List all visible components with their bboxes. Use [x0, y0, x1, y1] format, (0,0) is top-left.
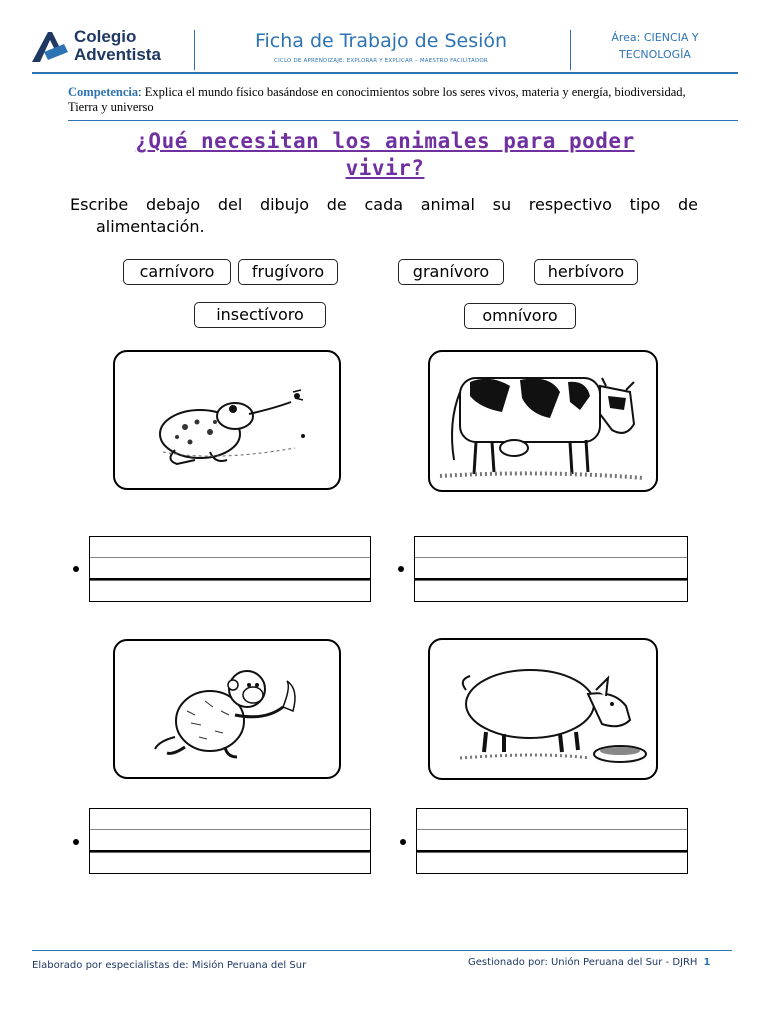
page-subtitle: CICLO DE APRENDIZAJE: EXPLORAR Y EXPLICAR – MAESTRO FACILITADOR — [274, 58, 488, 64]
answer-lines-monkey[interactable] — [89, 808, 371, 874]
cow-illustration — [430, 352, 656, 490]
area-value-2: TECNOLOGÍA — [619, 48, 691, 61]
bullet-4 — [400, 839, 406, 845]
footer-right-text: Gestionado por: Unión Peruana del Sur - DJRH — [468, 957, 698, 968]
instructions-line1: Escribe debajo del dibujo de cada animal su respectivo tipo de — [70, 195, 698, 214]
bullet-2 — [398, 566, 404, 572]
word-frugivoro: frugívoro — [238, 259, 338, 285]
word-omnivoro: omnívoro — [464, 303, 576, 329]
bullet-3 — [73, 839, 79, 845]
header-divider-right — [570, 30, 571, 70]
question-line1: ¿Qué necesitan los animales para poder — [135, 129, 635, 153]
footer-left-text: Elaborado por especialistas de: Misión Peruana del Sur — [32, 960, 307, 971]
bullet-1 — [73, 566, 79, 572]
school-name-line1: Colegio — [74, 27, 137, 46]
school-logo-icon — [30, 30, 70, 64]
footer-right — [468, 957, 710, 968]
area-value-1: CIENCIA Y — [643, 31, 699, 44]
page-title: Ficha de Trabajo de Sesión — [254, 30, 508, 52]
frog-illustration — [115, 352, 339, 488]
answer-lines-pig[interactable] — [416, 808, 688, 874]
answer-lines-cow[interactable] — [414, 536, 688, 602]
pig-frame — [428, 638, 658, 780]
monkey-illustration — [115, 641, 339, 777]
word-insectivoro: insectívoro — [194, 302, 326, 328]
school-name-line2: Adventista — [74, 45, 161, 64]
pig-illustration — [430, 640, 656, 778]
answer-lines-frog[interactable] — [89, 536, 371, 602]
word-herbivoro: herbívoro — [534, 259, 638, 285]
school-name — [74, 28, 161, 64]
word-carnivoro: carnívoro — [123, 259, 231, 285]
competencia-rule — [68, 120, 738, 121]
monkey-frame — [113, 639, 341, 779]
instructions-line2: alimentación. — [96, 217, 205, 236]
question-heading — [90, 128, 680, 182]
area-label: Área: — [611, 31, 641, 44]
question-line2: vivir? — [345, 156, 425, 180]
area-box — [580, 29, 730, 63]
page-number: 1 — [703, 957, 711, 968]
footer-rule — [32, 950, 732, 951]
competencia-label: Competencia — [68, 85, 139, 99]
competencia-text: : Explica el mundo físico basándose en conocimientos sobre los seres vivos, materia y energía, biodiversidad, Tierra y universo — [68, 85, 686, 114]
frog-frame — [113, 350, 341, 490]
header-rule — [32, 72, 738, 74]
header-divider-left — [194, 30, 195, 70]
cow-frame — [428, 350, 658, 492]
competencia — [68, 85, 698, 115]
word-granivoro: granívoro — [398, 259, 504, 285]
